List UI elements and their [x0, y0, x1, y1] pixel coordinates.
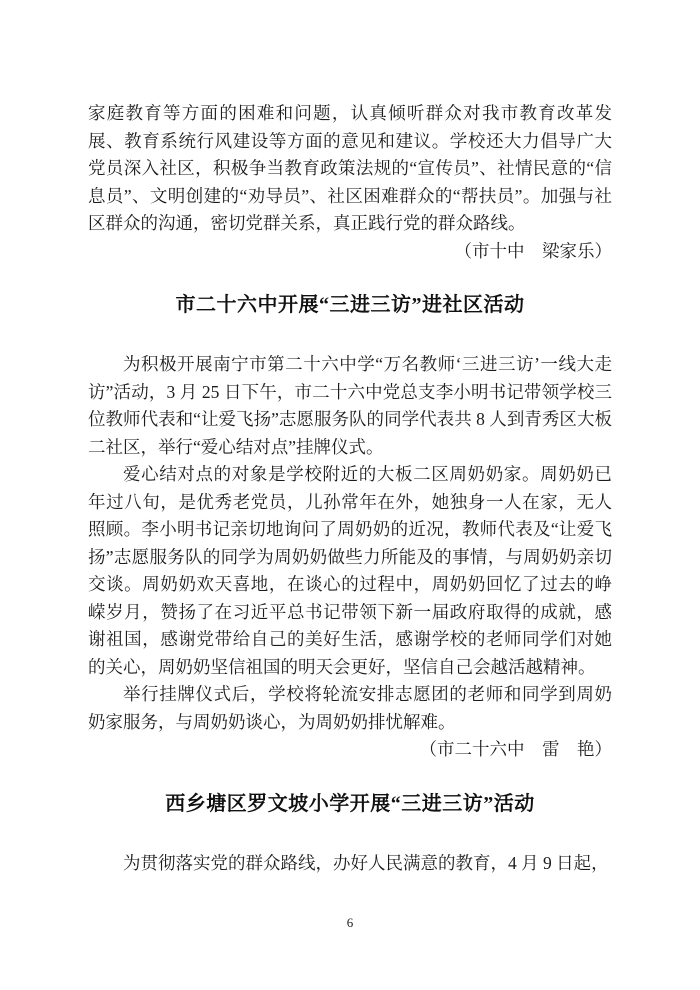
article-1-paragraph-3: 举行挂牌仪式后，学校将轮流安排志愿团的老师和同学到周奶奶家服务，与周奶奶谈心，为周奶奶排忧解难。	[88, 684, 612, 732]
page-number: 6	[346, 915, 354, 930]
article-1-paragraph-1: 为积极开展南宁市第二十六中学“万名教师‘三进三访’一线大走访”活动，3 月 25 日下午，市二十六中党总支李小明书记带领学校三位教师代表和“让爱飞扬”志愿服务队的同学代表共 8 人到青秀区大板二社区，举行“爱心结对点”挂牌仪式。	[88, 354, 612, 457]
byline-26-middle-school: （市二十六中 雷 艳）	[419, 739, 612, 759]
byline-shi-shi-zhong: （市十中 梁家乐）	[454, 240, 612, 261]
article-title-luowenpo-primary: 西乡塘区罗文坡小学开展“三进三访”活动	[165, 792, 535, 815]
article-1-paragraph-2: 爱心结对点的对象是学校附近的大板二区周奶奶家。周奶奶已年过八旬，是优秀老党员，儿孙常年在外，她独身一人在家，无人照顾。李小明书记亲切地询问了周奶奶的近况，教师代表及“让爱飞扬”志愿服务队的同学为周奶奶做些力所能及的事情，与周奶奶亲切交谈。周奶奶欢天喜地，在谈心的过程中，周奶奶回忆了过去的峥嵘岁月，赞扬了在习近平总书记带领下新一届政府取得的成就，感谢祖国，感谢党带给自己的美好生活，感谢学校的老师同学们对她的关心，周奶奶坚信祖国的明天会更好，坚信自己会越活越精神。	[88, 464, 612, 677]
page-body	[88, 0, 612, 877]
article-2-paragraph-1: 为贯彻落实党的群众路线，办好人民满意的教育，4 月 9 日起，	[123, 852, 609, 873]
continuation-paragraph: 家庭教育等方面的困难和问题，认真倾听群众对我市教育改革发展、教育系统行风建设等方面的意见和建议。学校还大力倡导广大党员深入社区，积极争当教育政策法规的“宣传员”、社情民意的“信息员”、文明创建的“劝导员”、社区困难群众的“帮扶员”。加强与社区群众的沟通，密切党群关系，真正践行党的群众路线。	[88, 103, 612, 233]
article-title-26-middle-school: 市二十六中开展“三进三访”进社区活动	[175, 294, 525, 316]
